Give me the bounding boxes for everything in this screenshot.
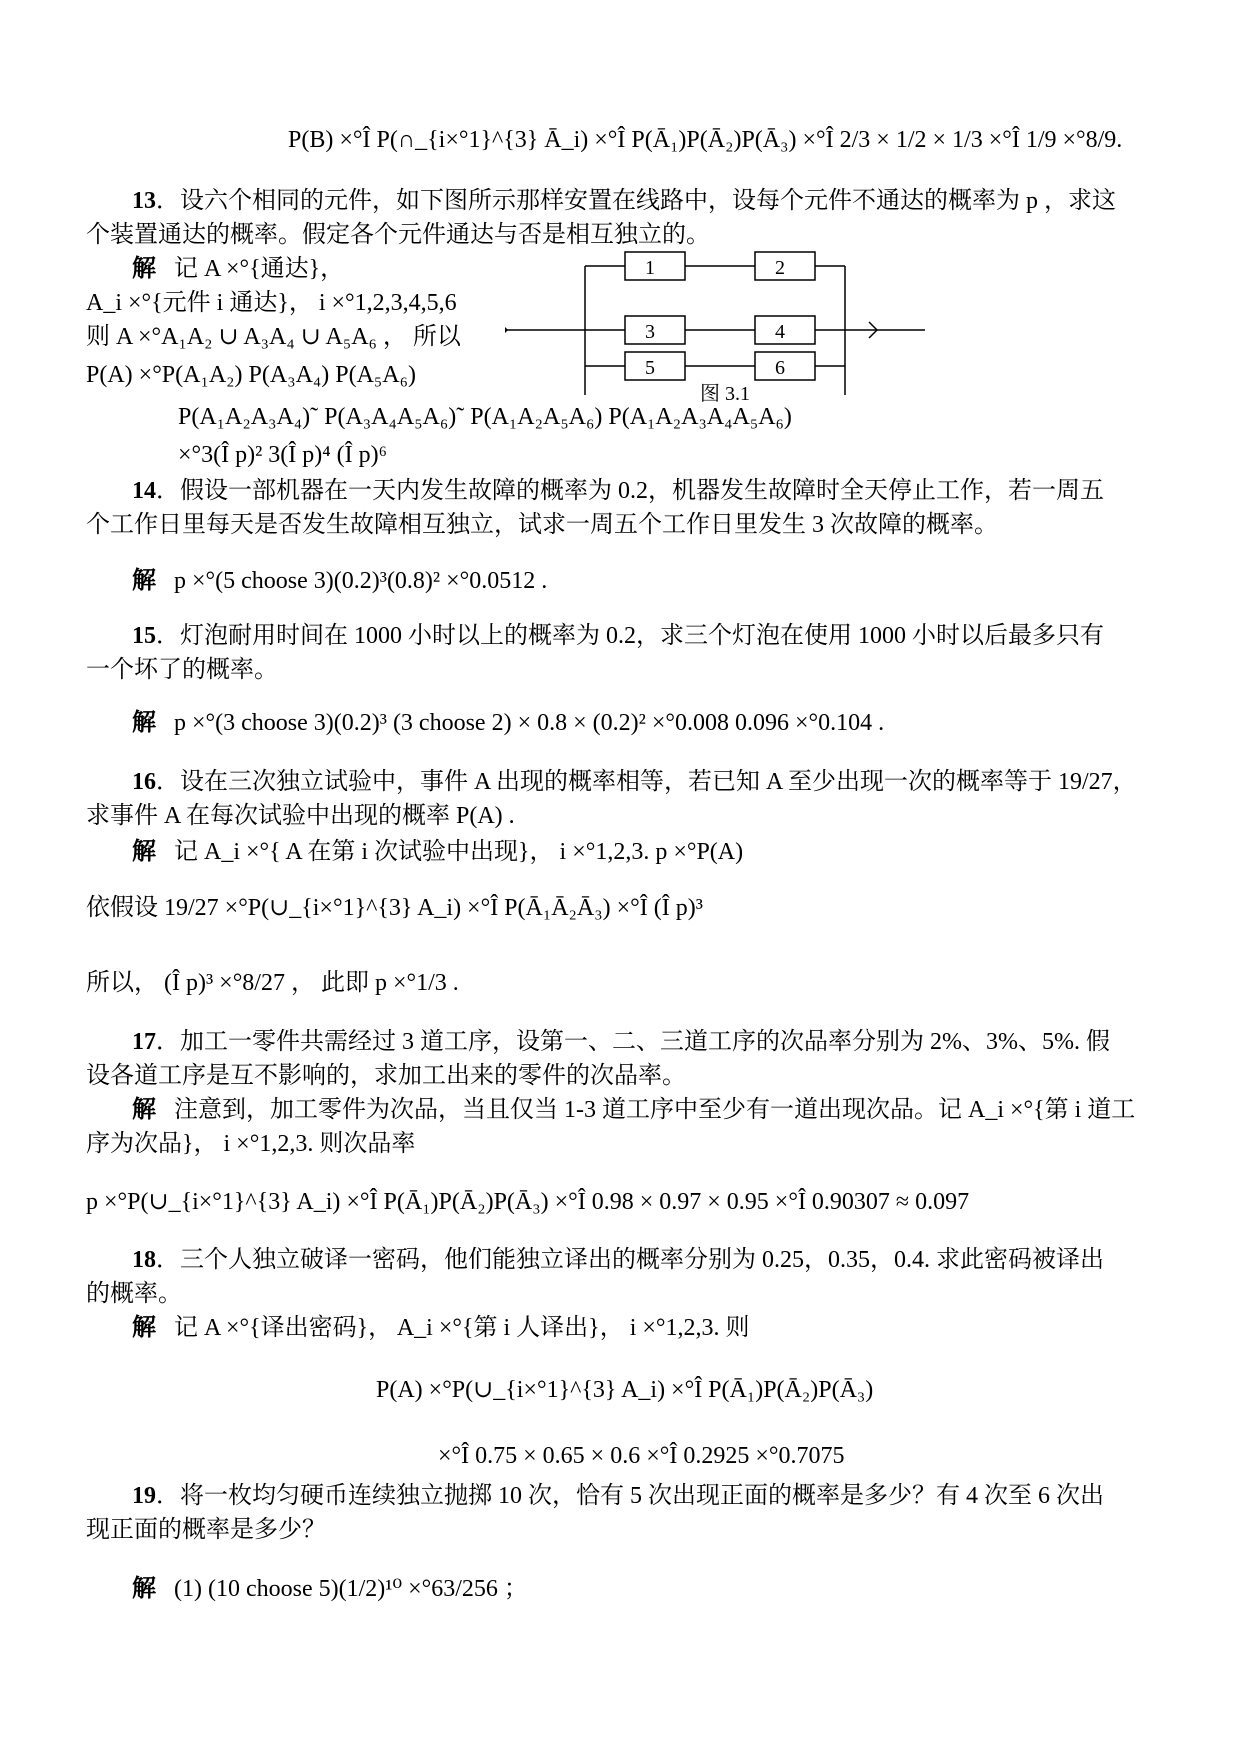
element-label: 2 bbox=[775, 257, 785, 279]
solution-line bbox=[132, 1313, 750, 1343]
solution-line bbox=[132, 837, 743, 867]
problem-text-line: 个工作日里每天是否发生故障相互独立，试求一周五个工作日里发生 3 次故障的概率。 bbox=[86, 512, 998, 538]
problem-text: ．设在三次独立试验中，事件 A 出现的概率相等，若已知 A 至少出现一次的概率等于 19/27， bbox=[156, 769, 1137, 795]
problem-text: ．设六个相同的元件，如下图所示那样安置在线路中，设每个元件不通达的概率为 p ，求这 bbox=[156, 188, 1116, 214]
element-label: 5 bbox=[645, 357, 655, 379]
problem-text-line: 一个坏了的概率。 bbox=[86, 657, 278, 683]
problem-number: 19 bbox=[132, 1483, 156, 1509]
problem-text-line: 现正面的概率是多少？ bbox=[86, 1517, 326, 1543]
formula-line: 所以， (Î p)³ ×°8/27 ， 此即 p ×°1/3 . bbox=[86, 970, 459, 996]
problem-text: ．加工一零件共需经过 3 道工序，设第一、二、三道工序的次品率分别为 2%、3%、5%. 假 bbox=[156, 1029, 1110, 1055]
element-box-5 bbox=[625, 352, 685, 380]
problem-17-text bbox=[132, 1027, 1110, 1057]
solution-line bbox=[132, 566, 547, 596]
element-box-2 bbox=[755, 252, 815, 280]
solution-label: 解 bbox=[132, 1576, 156, 1602]
element-box-3 bbox=[625, 316, 685, 344]
problem-15-text bbox=[132, 621, 1104, 651]
problem-text: ．三个人独立破译一密码，他们能独立译出的概率分别为 0.25，0.35，0.4. 求此密码被译出 bbox=[156, 1247, 1104, 1273]
problem-number: 17 bbox=[132, 1029, 156, 1055]
problem-19-text bbox=[132, 1481, 1104, 1511]
formula-line: P(A) ×°P(∪_{i×°1}^{3} A_i) ×°Î P(Ā₁)P(Ā₂)P(Ā₃) bbox=[376, 1377, 874, 1403]
formula-line: P(A₁A₂A₃A₄)˜ P(A₃A₄A₅A₆)˜ P(A₁A₂A₅A₆) P(A₁A₂A₃A₄A₅A₆) bbox=[178, 404, 792, 430]
problem-number: 14 bbox=[132, 478, 156, 504]
solution-label: 解 bbox=[132, 256, 156, 282]
problem-number: 13 bbox=[132, 188, 156, 214]
problem-text-line: 的概率。 bbox=[86, 1281, 182, 1307]
solution-text: 记 A_i ×°{ A 在第 i 次试验中出现}， i ×°1,2,3. p ×°P(A) bbox=[174, 839, 744, 865]
element-label: 3 bbox=[645, 321, 655, 343]
solution-label: 解 bbox=[132, 710, 156, 736]
problem-16-text bbox=[132, 767, 1137, 797]
problem-text: ．灯泡耐用时间在 1000 小时以上的概率为 0.2，求三个灯泡在使用 1000 小时以后最多只有 bbox=[156, 623, 1104, 649]
problem-13-text bbox=[132, 186, 1116, 216]
formula-line: P(A) ×°P(A₁A₂) P(A₃A₄) P(A₅A₆) bbox=[86, 362, 416, 388]
problem-text: ．假设一部机器在一天内发生故障的概率为 0.2，机器发生故障时全天停止工作，若一周五 bbox=[156, 478, 1104, 504]
problem-number: 18 bbox=[132, 1247, 156, 1273]
solution-line: 则 A ×°A₁A₂ ∪ A₃A₄ ∪ A₅A₆ ， 所以 bbox=[86, 324, 461, 350]
element-label: 4 bbox=[775, 321, 785, 343]
formula: p ×°(5 choose 3)(0.2)³(0.8)² ×°0.0512 . bbox=[174, 568, 548, 594]
formula-line: ×°Î 0.75 × 0.65 × 0.6 ×°Î 0.2925 ×°0.7075 bbox=[438, 1443, 845, 1469]
problem-text: ．将一枚均匀硬币连续独立抛掷 10 次，恰有 5 次出现正面的概率是多少？有 4 次至 6 次出 bbox=[156, 1483, 1104, 1509]
element-box-1 bbox=[625, 252, 685, 280]
solution-label: 解 bbox=[132, 1315, 156, 1341]
problem-text-line: 个装置通达的概率。假定各个元件通达与否是相互独立的。 bbox=[86, 222, 710, 248]
element-box-6 bbox=[755, 352, 815, 380]
problem-number: 16 bbox=[132, 769, 156, 795]
circuit-diagram bbox=[505, 250, 945, 410]
solution-label: 解 bbox=[132, 1097, 156, 1123]
solution-label: 解 bbox=[132, 839, 156, 865]
figure-caption: 图 3.1 bbox=[700, 383, 750, 405]
problem-text-line: 求事件 A 在每次试验中出现的概率 P(A) . bbox=[86, 803, 515, 829]
problem-text-line: 设各道工序是互不影响的，求加工出来的零件的次品率。 bbox=[86, 1063, 686, 1089]
formula-line: p ×°P(∪_{i×°1}^{3} A_i) ×°Î P(Ā₁)P(Ā₂)P(Ā₃) ×°Î 0.98 × 0.97 × 0.95 ×°Î 0.90307 ≈ 0.097 bbox=[86, 1189, 970, 1215]
element-label: 6 bbox=[775, 357, 785, 379]
formula-line: 依假设 19/27 ×°P(∪_{i×°1}^{3} A_i) ×°Î P(Ā₁Ā₂Ā₃) ×°Î (Î p)³ bbox=[86, 895, 703, 921]
solution-line: 序为次品}， i ×°1,2,3. 则次品率 bbox=[86, 1131, 416, 1157]
formula-line: P(B) ×°Î P(∩_{i×°1}^{3} Ā_i) ×°Î P(Ā₁)P(Ā₂)P(Ā₃) ×°Î 2/3 × 1/2 × 1/3 ×°Î 1/9 ×°8/9. bbox=[288, 127, 1123, 153]
solution-text: 记 A ×°{通达}， bbox=[174, 256, 345, 282]
solution-text: 记 A ×°{译出密码}， A_i ×°{第 i 人译出}， i ×°1,2,3. 则 bbox=[174, 1315, 750, 1341]
formula: (1) (10 choose 5)(1/2)¹⁰ ×°63/256 ； bbox=[174, 1576, 528, 1602]
formula-line: ×°3(Î p)² 3(Î p)⁴ (Î p)⁶ bbox=[178, 442, 387, 468]
solution-line bbox=[132, 254, 344, 284]
solution-label: 解 bbox=[132, 568, 156, 594]
formula: p ×°(3 choose 3)(0.2)³ (3 choose 2) × 0.8 × (0.2)² ×°0.008 0.096 ×°0.104 . bbox=[174, 710, 885, 736]
solution-text: 注意到，加工零件为次品，当且仅当 1-3 道工序中至少有一道出现次品。记 A_i ×°{第 i 道工 bbox=[174, 1097, 1136, 1123]
solution-line bbox=[132, 1574, 528, 1604]
solution-line: A_i ×°{元件 i 通达}， i ×°1,2,3,4,5,6 bbox=[86, 290, 457, 316]
solution-line bbox=[132, 1095, 1135, 1125]
problem-14-text bbox=[132, 476, 1104, 506]
problem-18-text bbox=[132, 1245, 1104, 1275]
element-label: 1 bbox=[645, 257, 655, 279]
solution-line bbox=[132, 708, 884, 738]
problem-number: 15 bbox=[132, 623, 156, 649]
element-box-4 bbox=[755, 316, 815, 344]
